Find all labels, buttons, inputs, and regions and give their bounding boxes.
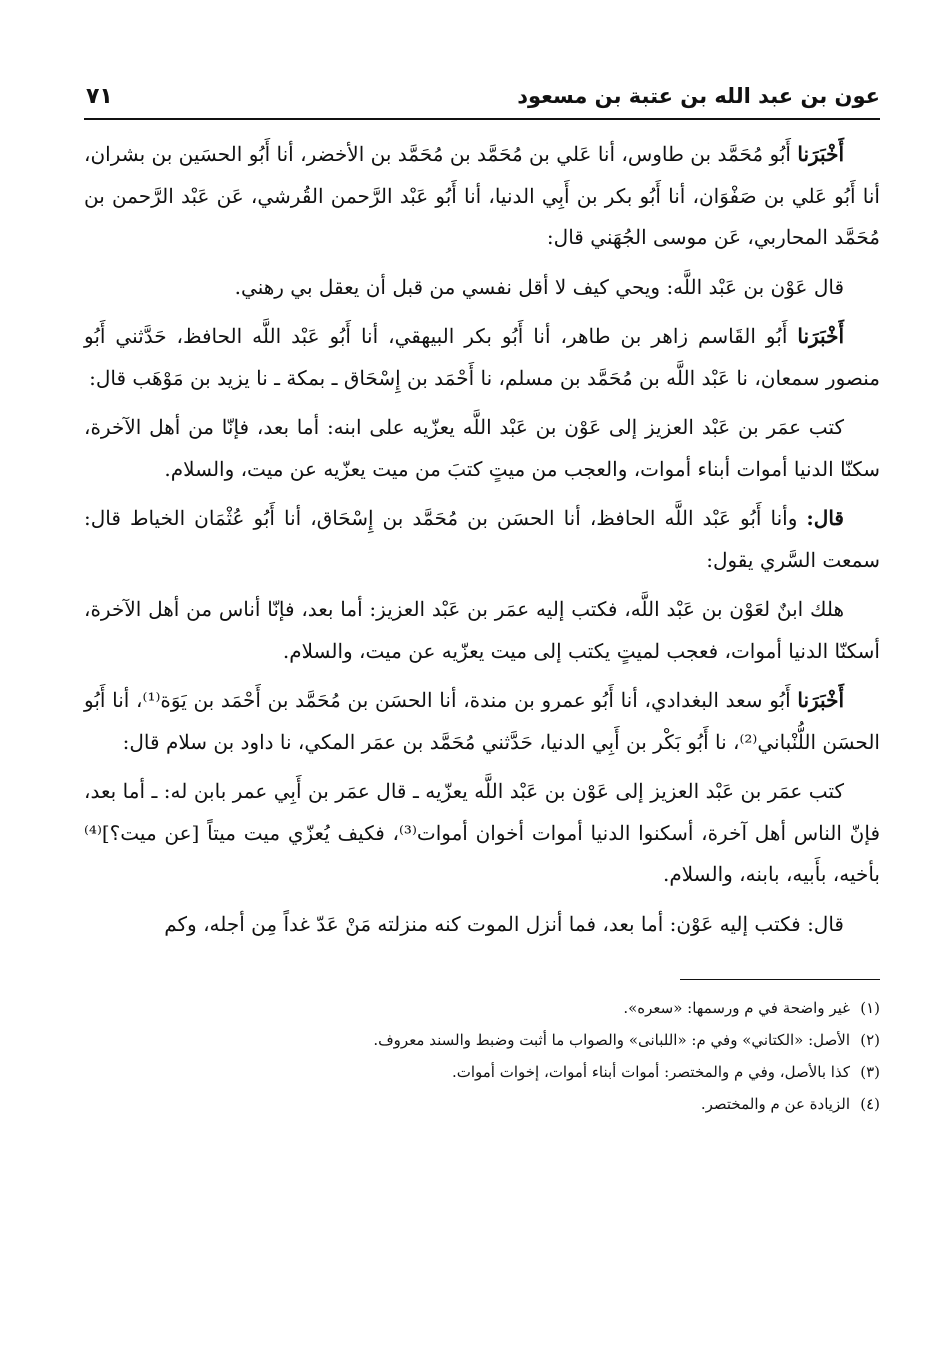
paragraph-lead: قال: <box>806 506 844 530</box>
footnotes <box>84 992 880 1120</box>
running-title: عون بن عبد الله بن عتبة بن مسعود <box>517 84 880 108</box>
footnote-number: (٣) <box>860 1063 880 1081</box>
page-header <box>84 78 880 120</box>
paragraph <box>84 134 880 259</box>
paragraph-lead: أَخْبَرَنا <box>797 688 844 712</box>
paragraph-text: أَبُو سعد البغدادي، أنا أَبُو عمرو بن مندة، أنا الحسَن بن مُحَمَّد بن أَحْمَد بن يَوَة⁽¹⁾، أنا أَبُو الحسَن اللُّنْباني⁽²⁾، نا أَبُو بَكْر بن أَبِي الدنيا، حَدَّثني مُحَمَّد بن عمَر المكي، نا داود بن سلام قال: <box>84 688 880 754</box>
footnote-divider <box>680 979 880 980</box>
footnote-number: (٤) <box>860 1095 880 1113</box>
paragraph <box>84 904 880 946</box>
footnote-text: كذا بالأصل، وفي م والمختصر: أموات أبناء أموات، إخوات أموات. <box>451 1063 850 1081</box>
paragraph <box>84 771 880 896</box>
paragraph-text: أَبُو مُحَمَّد بن طاوس، أنا عَلي بن مُحَمَّد بن مُحَمَّد بن الأخضر، أنا أَبُو الحسَين بن بشران، أنا أَبُو عَلي بن صَفْوَان، أنا أَبُو بكر بن أَبِي الدنيا، أنا أَبُو عَبْد الرَّحمن القُرشي، عَن عَبْد الرَّحمن بن مُحَمَّد المحاربي، عَن موسى الجُهَني قال: <box>84 142 880 249</box>
paragraph <box>84 316 880 399</box>
main-text <box>84 134 880 945</box>
footnote-text: الأصل: «الكتاني» وفي م: «اللبانى» والصواب ما أثبت وضبط والسند معروف. <box>373 1031 850 1049</box>
book-page <box>84 78 880 1298</box>
paragraph-text: وأنا أَبُو عَبْد اللَّه الحافظ، أنا الحسَن بن مُحَمَّد بن إِسْحَاق، أنا أَبُو عُثْمَان الخياط قال: سمعت السَّري يقول: <box>84 506 880 572</box>
footnote-text: الزيادة عن م والمختصر. <box>700 1095 850 1113</box>
paragraph-text: هلك ابنٌ لعَوْن بن عَبْد اللَّه، فكتب إليه عمَر بن عَبْد العزيز: أما بعد، فإنّا أناس من أهل الآخرة، أسكنّا الدنيا أموات، فعجب لميتٍ يكتب إلى ميت يعزّيه عن ميت، والسلام. <box>84 597 880 663</box>
footnote-number: (١) <box>860 999 880 1017</box>
paragraph-lead: أَخْبَرَنا <box>797 142 844 166</box>
paragraph-lead: أَخْبَرَنا <box>797 324 844 348</box>
footnote <box>84 1024 880 1056</box>
paragraph-text: كتب عمَر بن عَبْد العزيز إلى عَوْن بن عَبْد اللَّه يعزّيه على ابنه: أما بعد، فإنّا من أهل الآخرة، سكنّا الدنيا أموات أبناء أموات، والعجب من ميتٍ كتبَ من ميت يعزّيه عن ميت، والسلام. <box>84 415 880 481</box>
footnote <box>84 992 880 1024</box>
paragraph <box>84 407 880 490</box>
paragraph-text: أَبُو القَاسم زاهر بن طاهر، أنا أَبُو بكر البيهقي، أنا أَبُو عَبْد اللَّه الحافظ، حَدَّثني أَبُو منصور سمعان، نا عَبْد اللَّه بن مُحَمَّد بن مسلم، نا أَحْمَد بن إِسْحَاق ـ بمكة ـ نا يزيد بن مَوْهَب قال: <box>84 324 880 390</box>
paragraph <box>84 589 880 672</box>
paragraph <box>84 498 880 581</box>
footnote <box>84 1056 880 1088</box>
footnote-text: غير واضحة في م ورسمها: «سعره». <box>623 999 850 1017</box>
paragraph <box>84 267 880 309</box>
paragraph-text: قال: فكتب إليه عَوْن: أما بعد، فما أنزل الموت كنه منزلته مَنْ عَدّ غداً مِن أجله، وكم <box>164 911 844 936</box>
footnote <box>84 1088 880 1120</box>
paragraph-text: كتب عمَر بن عَبْد العزيز إلى عَوْن بن عَبْد اللَّه يعزّيه ـ قال عمَر بن أَبِي عمر بابن له: ـ أما بعد، فإنّ الناس أهل آخرة، أسكنوا الدنيا أموات أخوان أموات⁽³⁾، فكيف يُعزّي ميت ميتاً [عن ميت؟]⁽⁴⁾ بأخيه، بأَبيه، بابنه، والسلام. <box>84 779 881 886</box>
footnote-number: (٢) <box>860 1031 880 1049</box>
page-number: ٧١ <box>86 84 113 109</box>
paragraph <box>84 680 880 763</box>
paragraph-text: قال عَوْن بن عَبْد اللَّه: ويحي كيف لا أقل نفسي من قبل أن يعقل بي رهني. <box>234 274 844 299</box>
